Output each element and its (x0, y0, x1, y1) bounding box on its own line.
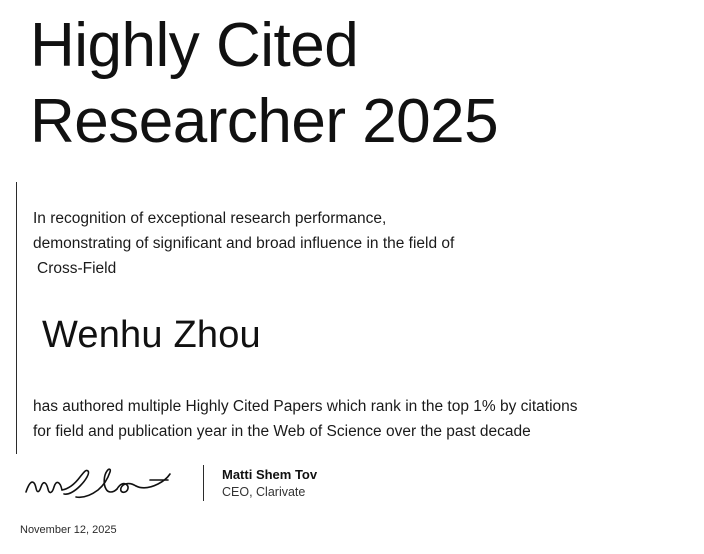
signer-details (222, 466, 317, 501)
issue-date: November 12, 2025 (20, 524, 117, 536)
body-line-1: has authored multiple Highly Cited Papers which rank in the top 1% by citations (33, 398, 578, 415)
signature-block (20, 462, 317, 504)
title-line-2: Researcher 2025 (30, 87, 499, 156)
body-line-2: for field and publication year in the Web of Science over the past decade (33, 423, 531, 440)
honoree-name: Wenhu Zhou (42, 314, 261, 356)
signer-name: Matti Shem Tov (222, 466, 318, 482)
recognition-statement (33, 206, 673, 281)
certificate-body (33, 394, 698, 444)
signer-title: CEO, Clarivate (222, 484, 306, 499)
certificate-title (30, 8, 680, 160)
field-name: Cross-Field (37, 260, 117, 277)
left-vertical-rule (16, 182, 17, 454)
title-line-1: Highly Cited (30, 11, 359, 80)
recognition-line-1: In recognition of exceptional research performance, (33, 210, 387, 227)
signature-divider (203, 465, 204, 501)
recognition-line-2: demonstrating of significant and broad influence in the field of (33, 235, 455, 252)
handwritten-signature-icon (20, 462, 195, 504)
